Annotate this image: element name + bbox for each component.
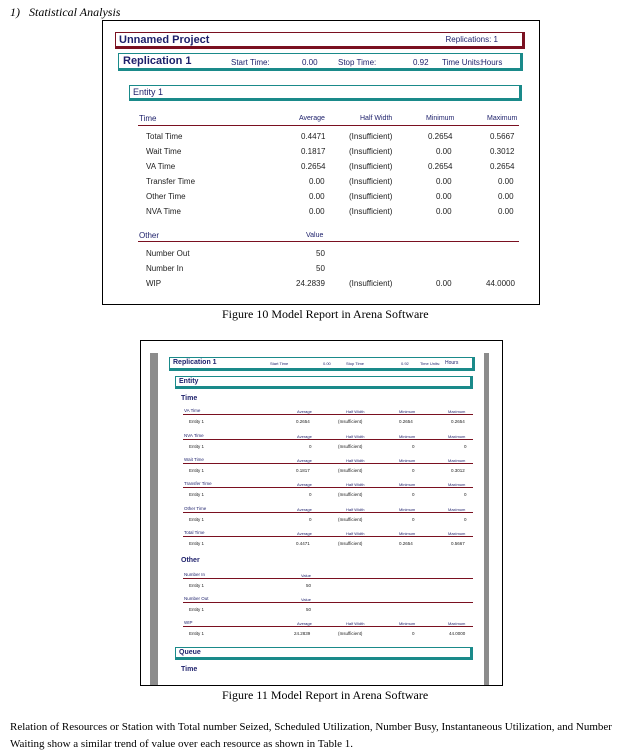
time-units-label: Time Units: xyxy=(442,58,483,67)
group-label: WIP xyxy=(184,620,193,625)
col-minimum: Minimum xyxy=(399,482,416,487)
row-label: Entity 1 xyxy=(189,583,205,588)
start-time-value: 0.00 xyxy=(302,58,318,67)
replication-title: Replication 1 xyxy=(173,359,217,366)
col-value: Value xyxy=(301,597,311,602)
col-half-width: Half Width xyxy=(346,621,365,626)
group-rule xyxy=(183,602,473,603)
figure-11-report xyxy=(140,340,503,686)
col-half-width: Half Width xyxy=(346,507,365,512)
group-rule xyxy=(183,536,473,537)
col-minimum: Minimum xyxy=(399,458,416,463)
col-average: Average xyxy=(299,115,325,122)
row-label: WIP xyxy=(146,279,162,288)
col-maximum: Maximum xyxy=(448,434,466,439)
row-label: VA Time xyxy=(146,162,176,171)
row-label: Entity 1 xyxy=(189,444,205,449)
group-rule xyxy=(183,439,473,440)
col-minimum: Minimum xyxy=(426,115,455,122)
cell-half-width: (Insufficient) xyxy=(349,162,393,171)
cell-maximum: 0.00 xyxy=(498,207,514,216)
cell-value: 50 xyxy=(316,249,325,258)
cell-average: 0 xyxy=(309,492,312,497)
stop-time-value: 0.92 xyxy=(401,361,409,366)
cell-half-width: (Insufficient) xyxy=(338,419,363,424)
col-maximum: Maximum xyxy=(448,482,466,487)
cell-average: 0.1817 xyxy=(301,147,326,156)
group-label: Number Out xyxy=(184,596,209,601)
col-maximum: Maximum xyxy=(448,507,466,512)
section-heading: 1) Statistical Analysis xyxy=(10,5,121,19)
cell-half-width: (Insufficient) xyxy=(349,147,393,156)
cell-value: 50 xyxy=(316,264,325,273)
cell-value: 50 xyxy=(306,583,312,588)
group-label: Wait Time xyxy=(184,457,204,462)
cell-average: 0.4471 xyxy=(301,132,326,141)
cell-minimum: 0 xyxy=(412,444,415,449)
stop-time-label: Stop Time: xyxy=(338,58,377,67)
row-label: Entity 1 xyxy=(189,631,205,636)
row-label: Entity 1 xyxy=(189,492,205,497)
cell-maximum: 44.0000 xyxy=(449,631,466,636)
cell-average: 0.00 xyxy=(309,192,325,201)
cell-average: 24.2839 xyxy=(294,631,311,636)
group-label: Transfer Time xyxy=(184,481,212,486)
figure-10-report xyxy=(102,20,540,305)
col-half-width: Half Width xyxy=(346,434,365,439)
figure-11-caption: Figure 11 Model Report in Arena Software xyxy=(222,688,429,702)
entity-title: Entity xyxy=(179,378,199,385)
queue-title: Queue xyxy=(179,649,201,656)
col-half-width: Half Width xyxy=(346,531,365,536)
col-half-width: Half Width xyxy=(360,115,393,122)
start-time-label: Start Time: xyxy=(231,58,270,67)
row-label: Wait Time xyxy=(146,147,182,156)
col-minimum: Minimum xyxy=(399,409,416,414)
cell-half-width: (Insufficient) xyxy=(338,517,363,522)
cell-maximum: 0 xyxy=(464,444,467,449)
group-rule xyxy=(183,626,473,627)
cell-minimum: 0.2654 xyxy=(428,132,453,141)
cell-minimum: 0.00 xyxy=(436,207,452,216)
time-section-title: Time xyxy=(181,395,198,402)
group-rule xyxy=(183,487,473,488)
row-label: Number Out xyxy=(146,249,190,258)
col-average: Average xyxy=(297,531,312,536)
cell-minimum: 0.00 xyxy=(436,192,452,201)
cell-minimum: 0.00 xyxy=(436,147,452,156)
cell-maximum: 0 xyxy=(464,492,467,497)
group-label: VA Time xyxy=(184,408,201,413)
col-maximum: Maximum xyxy=(448,621,466,626)
cell-minimum: 0 xyxy=(412,492,415,497)
cell-average: 0.4471 xyxy=(296,541,310,546)
project-header xyxy=(115,32,525,49)
cell-minimum: 0 xyxy=(412,517,415,522)
cell-half-width: (Insufficient) xyxy=(349,279,393,288)
col-half-width: Half Width xyxy=(346,409,365,414)
group-rule xyxy=(183,463,473,464)
col-average: Average xyxy=(297,434,312,439)
cell-minimum: 0.00 xyxy=(436,279,452,288)
replications-count: Replications: 1 xyxy=(445,35,498,44)
time-units-value: Hours xyxy=(445,360,459,366)
col-minimum: Minimum xyxy=(399,507,416,512)
entity-header xyxy=(175,376,473,389)
col-maximum: Maximum xyxy=(448,458,466,463)
col-value: Value xyxy=(301,573,311,578)
cell-maximum: 0.00 xyxy=(498,177,514,186)
group-label: Other Time xyxy=(184,506,207,511)
col-minimum: Minimum xyxy=(399,434,416,439)
row-label: Entity 1 xyxy=(189,607,205,612)
cell-maximum: 0.3012 xyxy=(490,147,515,156)
col-average: Average xyxy=(297,458,312,463)
col-maximum: Maximum xyxy=(448,409,466,414)
cell-value: 24.2839 xyxy=(296,279,325,288)
row-label: Total Time xyxy=(146,132,183,141)
start-time-label: Start Time xyxy=(270,361,289,366)
start-time-value: 0.00 xyxy=(323,361,331,366)
col-half-width: Half Width xyxy=(346,482,365,487)
cell-minimum: 0.00 xyxy=(436,177,452,186)
row-label: Entity 1 xyxy=(189,541,205,546)
cell-maximum: 0.2654 xyxy=(451,419,465,424)
cell-half-width: (Insufficient) xyxy=(338,631,363,636)
entity-title: Entity 1 xyxy=(133,87,164,97)
cell-half-width: (Insufficient) xyxy=(349,207,393,216)
cell-half-width: (Insufficient) xyxy=(349,132,393,141)
cell-minimum: 0 xyxy=(412,631,415,636)
queue-header xyxy=(175,647,473,660)
cell-value: 50 xyxy=(306,607,312,612)
cell-half-width: (Insufficient) xyxy=(338,468,363,473)
row-label: Entity 1 xyxy=(189,419,205,424)
group-rule xyxy=(183,578,473,579)
row-label: Number In xyxy=(146,264,184,273)
cell-average: 0.00 xyxy=(309,177,325,186)
stop-time-label: Stop Time xyxy=(346,361,365,366)
col-minimum: Minimum xyxy=(399,531,416,536)
cell-half-width: (Insufficient) xyxy=(338,492,363,497)
col-minimum: Minimum xyxy=(399,621,416,626)
cell-minimum: 0.2654 xyxy=(399,541,413,546)
other-section-title: Other xyxy=(139,231,160,240)
replication-header xyxy=(118,53,523,71)
cell-average: 0.2654 xyxy=(296,419,310,424)
cell-average: 0 xyxy=(309,517,312,522)
cell-average: 0 xyxy=(309,444,312,449)
body-paragraph: Relation of Resources or Station with Total number Seized, Scheduled Utilization, Number Busy, Instantaneous Utilization, and Number Waiting show a similar trend of value over each resource as shown in Table 1. xyxy=(10,721,612,750)
row-label: NVA Time xyxy=(146,207,181,216)
col-average: Average xyxy=(297,621,312,626)
row-label: Other Time xyxy=(146,192,186,201)
row-label: Transfer Time xyxy=(146,177,196,186)
cell-half-width: (Insufficient) xyxy=(338,444,363,449)
other-section-title: Other xyxy=(181,557,200,564)
page-shadow-right xyxy=(484,353,489,685)
col-half-width: Half Width xyxy=(346,458,365,463)
cell-maximum: 0.5667 xyxy=(490,132,515,141)
time-units-value: Hours xyxy=(481,58,503,67)
cell-minimum: 0 xyxy=(412,468,415,473)
cell-maximum: 0.3012 xyxy=(451,468,465,473)
group-rule xyxy=(183,512,473,513)
cell-minimum: 0.2654 xyxy=(428,162,453,171)
row-label: Entity 1 xyxy=(189,517,205,522)
time-rule xyxy=(138,125,519,126)
replication-header xyxy=(169,357,475,371)
cell-maximum: 44.0000 xyxy=(486,279,515,288)
page-shadow-left xyxy=(150,353,158,685)
project-title: Unnamed Project xyxy=(119,34,210,46)
replication-title: Replication 1 xyxy=(123,55,192,67)
cell-half-width: (Insufficient) xyxy=(349,177,393,186)
group-label: Number In xyxy=(184,572,206,577)
cell-maximum: 0.2654 xyxy=(490,162,515,171)
group-label: NVA Time xyxy=(184,433,204,438)
figure-10-caption: Figure 10 Model Report in Arena Software xyxy=(222,307,429,321)
cell-half-width: (Insufficient) xyxy=(338,541,363,546)
col-average: Average xyxy=(297,482,312,487)
col-average: Average xyxy=(297,507,312,512)
cell-average: 0.1817 xyxy=(296,468,310,473)
group-label: Total Time xyxy=(184,530,205,535)
queue-time-title: Time xyxy=(181,666,198,673)
cell-half-width: (Insufficient) xyxy=(349,192,393,201)
cell-maximum: 0.00 xyxy=(498,192,514,201)
cell-maximum: 0.5667 xyxy=(451,541,465,546)
other-rule xyxy=(138,241,519,242)
cell-maximum: 0 xyxy=(464,517,467,522)
row-label: Entity 1 xyxy=(189,468,205,473)
col-average: Average xyxy=(297,409,312,414)
time-units-label: Time Units: xyxy=(420,361,441,366)
col-value: Value xyxy=(306,232,324,239)
group-rule xyxy=(183,414,473,415)
stop-time-value: 0.92 xyxy=(413,58,429,67)
entity-header xyxy=(129,85,522,101)
col-maximum: Maximum xyxy=(448,531,466,536)
time-section-title: Time xyxy=(139,114,157,123)
cell-minimum: 0.2654 xyxy=(399,419,413,424)
cell-average: 0.00 xyxy=(309,207,325,216)
cell-average: 0.2654 xyxy=(301,162,326,171)
col-maximum: Maximum xyxy=(487,115,518,122)
